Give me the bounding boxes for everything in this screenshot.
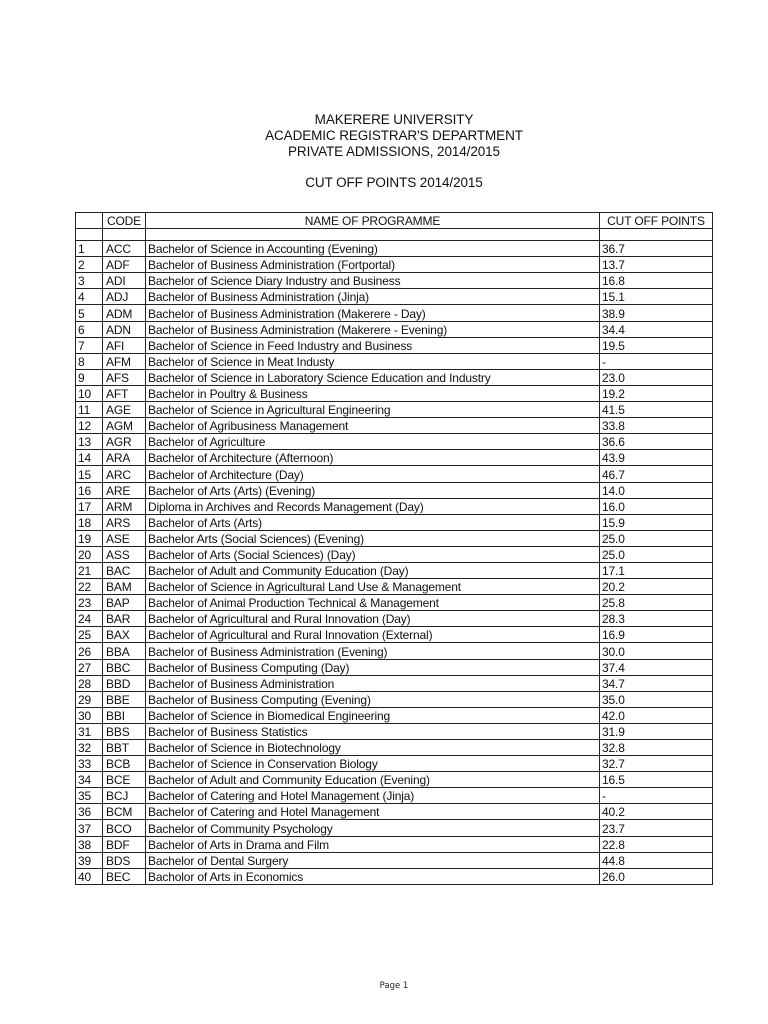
cell-cut-off-points: 33.8 — [600, 418, 713, 434]
cell-programme: Bachelor of Agricultural and Rural Innovation (External) — [146, 627, 600, 643]
cell-cut-off-points: 38.9 — [600, 305, 713, 321]
cell-programme: Bachelor of Adult and Community Education (Day) — [146, 562, 600, 578]
table-row — [76, 804, 713, 820]
cell-programme: Bachelor of Agriculture — [146, 434, 600, 450]
cell-code: ADM — [103, 305, 146, 321]
cell-code: BCM — [103, 804, 146, 820]
table-row — [76, 820, 713, 836]
table-row — [76, 337, 713, 353]
cell-cut-off-points: 40.2 — [600, 804, 713, 820]
cell-number: 40 — [76, 868, 103, 884]
cell-programme: Bachelor of Architecture (Day) — [146, 466, 600, 482]
cell-cut-off-points: 44.8 — [600, 852, 713, 868]
table-row — [76, 740, 713, 756]
cell-number: 2 — [76, 257, 103, 273]
cell-number: 4 — [76, 289, 103, 305]
cell-code: BDF — [103, 836, 146, 852]
cell-programme: Bachelor of Science in Conservation Biology — [146, 756, 600, 772]
cell-code: BBS — [103, 723, 146, 739]
cell-cut-off-points: 16.8 — [600, 273, 713, 289]
cell-number: 18 — [76, 514, 103, 530]
cell-cut-off-points: 16.0 — [600, 498, 713, 514]
cell-programme: Bachelor of Business Administration (Makerere - Evening) — [146, 321, 600, 337]
cell-code: BEC — [103, 868, 146, 884]
table-row — [76, 450, 713, 466]
cell-code: AFI — [103, 337, 146, 353]
cell-programme: Bachelor of Business Computing (Day) — [146, 659, 600, 675]
cell-programme: Bachelor of Community Psychology — [146, 820, 600, 836]
cell-programme: Bachelor of Business Administration — [146, 675, 600, 691]
cell-number: 12 — [76, 418, 103, 434]
cell-number: 34 — [76, 772, 103, 788]
cell-code: ARC — [103, 466, 146, 482]
cell-programme: Bacholor of Arts in Economics — [146, 868, 600, 884]
cell-code: ARM — [103, 498, 146, 514]
cell-code: AGE — [103, 402, 146, 418]
cell-cut-off-points: 15.1 — [600, 289, 713, 305]
cell-programme: Bachelor of Agricultural and Rural Innovation (Day) — [146, 611, 600, 627]
table-row — [76, 353, 713, 369]
table-row — [76, 241, 713, 257]
cell-number: 16 — [76, 482, 103, 498]
page-number: Page 1 — [379, 981, 409, 991]
cell-code: ACC — [103, 241, 146, 257]
cell-code: ARE — [103, 482, 146, 498]
cell-programme: Bachelor of Science in Agricultural Engineering — [146, 402, 600, 418]
table-row — [76, 707, 713, 723]
table-row — [76, 402, 713, 418]
cell-cut-off-points: 25.8 — [600, 595, 713, 611]
table-row — [76, 530, 713, 546]
cell-programme: Bachelor of Business Administration (Evening) — [146, 643, 600, 659]
cell-code: BBD — [103, 675, 146, 691]
cell-cut-off-points: 20.2 — [600, 579, 713, 595]
column-header-number — [76, 213, 103, 229]
cell-number: 27 — [76, 659, 103, 675]
cell-number: 30 — [76, 707, 103, 723]
cell-cut-off-points: 32.7 — [600, 756, 713, 772]
cell-cut-off-points: 22.8 — [600, 836, 713, 852]
cell-code: BBA — [103, 643, 146, 659]
table-row — [76, 562, 713, 578]
table-row — [76, 466, 713, 482]
cell-number: 7 — [76, 337, 103, 353]
table-row — [76, 257, 713, 273]
cell-number: 25 — [76, 627, 103, 643]
cell-code: ARA — [103, 450, 146, 466]
table-row — [76, 305, 713, 321]
cell-cut-off-points: 42.0 — [600, 707, 713, 723]
table-body — [76, 241, 713, 885]
cell-number: 8 — [76, 353, 103, 369]
cell-code: BAR — [103, 611, 146, 627]
table-row — [76, 546, 713, 562]
cell-programme: Bachelor of Science in Meat Industy — [146, 353, 600, 369]
table-row — [76, 595, 713, 611]
cell-number: 35 — [76, 788, 103, 804]
cell-programme: Bachelor of Catering and Hotel Management (Jinja) — [146, 788, 600, 804]
cell-code: AGM — [103, 418, 146, 434]
cell-cut-off-points: 34.4 — [600, 321, 713, 337]
cell-cut-off-points: 46.7 — [600, 466, 713, 482]
cell-programme: Bachelor of Arts (Arts) (Evening) — [146, 482, 600, 498]
table-row — [76, 579, 713, 595]
cell-number: 10 — [76, 385, 103, 401]
cell-number: 17 — [76, 498, 103, 514]
cell-programme: Bachelor of Arts (Arts) — [146, 514, 600, 530]
cell-number: 37 — [76, 820, 103, 836]
cell-number: 5 — [76, 305, 103, 321]
table-row — [76, 868, 713, 884]
cell-number: 23 — [76, 595, 103, 611]
cell-number: 28 — [76, 675, 103, 691]
cell-number: 39 — [76, 852, 103, 868]
cell-cut-off-points: 32.8 — [600, 740, 713, 756]
cell-code: BDS — [103, 852, 146, 868]
table-row — [76, 772, 713, 788]
cell-programme: Bachelor of Animal Production Technical & Management — [146, 595, 600, 611]
table-row — [76, 385, 713, 401]
admissions-title: PRIVATE ADMISSIONS, 2014/2015 — [288, 144, 500, 159]
column-header-programme: NAME OF PROGRAMME — [146, 213, 600, 229]
cell-programme: Bachelor of Business Administration (Makerere - Day) — [146, 305, 600, 321]
table-row — [76, 756, 713, 772]
cell-programme: Bachelor of Business Administration (Jinja) — [146, 289, 600, 305]
cell-number: 38 — [76, 836, 103, 852]
cell-number: 21 — [76, 562, 103, 578]
cell-programme: Bachelor of Science in Agricultural Land Use & Management — [146, 579, 600, 595]
cell-programme: Bachelor of Catering and Hotel Management — [146, 804, 600, 820]
cell-number: 31 — [76, 723, 103, 739]
table-row — [76, 482, 713, 498]
table-row — [76, 723, 713, 739]
cell-cut-off-points: 15.9 — [600, 514, 713, 530]
table-row — [76, 369, 713, 385]
cell-number: 24 — [76, 611, 103, 627]
column-header-cut-off-points: CUT OFF POINTS — [600, 213, 713, 229]
table-row — [76, 434, 713, 450]
cell-cut-off-points: 19.5 — [600, 337, 713, 353]
cell-programme: Bachelor of Science in Laboratory Science Education and Industry — [146, 369, 600, 385]
cell-code: ASS — [103, 546, 146, 562]
cell-code: BBE — [103, 691, 146, 707]
table-row — [76, 289, 713, 305]
cell-programme: Bachelor of Science in Feed Industry and Business — [146, 337, 600, 353]
cell-cut-off-points: 35.0 — [600, 691, 713, 707]
table-row — [76, 273, 713, 289]
cell-cut-off-points: 26.0 — [600, 868, 713, 884]
cell-number: 6 — [76, 321, 103, 337]
cell-code: ASE — [103, 530, 146, 546]
table-row — [76, 514, 713, 530]
cell-cut-off-points: 41.5 — [600, 402, 713, 418]
cell-number: 29 — [76, 691, 103, 707]
cell-programme: Bachelor of Business Administration (Fortportal) — [146, 257, 600, 273]
cut-off-points-table — [75, 212, 713, 885]
cell-code: BCE — [103, 772, 146, 788]
cell-cut-off-points: 36.6 — [600, 434, 713, 450]
cell-code: ADJ — [103, 289, 146, 305]
cell-number: 32 — [76, 740, 103, 756]
cell-programme: Bachelor of Science in Accounting (Evening) — [146, 241, 600, 257]
cell-number: 33 — [76, 756, 103, 772]
cell-cut-off-points: 19.2 — [600, 385, 713, 401]
cell-code: AGR — [103, 434, 146, 450]
cell-cut-off-points: 25.0 — [600, 546, 713, 562]
cell-code: ADN — [103, 321, 146, 337]
cell-programme: Bachelor of Science Diary Industry and Business — [146, 273, 600, 289]
cell-number: 14 — [76, 450, 103, 466]
cell-code: AFM — [103, 353, 146, 369]
table-row — [76, 321, 713, 337]
university-name: MAKERERE UNIVERSITY — [314, 112, 474, 127]
cell-number: 26 — [76, 643, 103, 659]
cell-programme: Bachelor of Arts (Social Sciences) (Day) — [146, 546, 600, 562]
table-row — [76, 836, 713, 852]
cell-cut-off-points: 17.1 — [600, 562, 713, 578]
cell-number: 15 — [76, 466, 103, 482]
cell-cut-off-points: 30.0 — [600, 643, 713, 659]
cell-programme: Diploma in Archives and Records Management (Day) — [146, 498, 600, 514]
table-header-row — [76, 213, 713, 229]
cell-cut-off-points: 14.0 — [600, 482, 713, 498]
cell-number: 13 — [76, 434, 103, 450]
cell-code: ADI — [103, 273, 146, 289]
cell-number: 3 — [76, 273, 103, 289]
cell-programme: Bachelor of Science in Biotechnology — [146, 740, 600, 756]
cell-number: 20 — [76, 546, 103, 562]
cut-off-title: CUT OFF POINTS 2014/2015 — [305, 175, 483, 190]
document-header — [0, 112, 768, 191]
cell-cut-off-points: 36.7 — [600, 241, 713, 257]
cell-programme: Bachelor of Adult and Community Education (Evening) — [146, 772, 600, 788]
cell-cut-off-points: 23.0 — [600, 369, 713, 385]
cell-code: BBT — [103, 740, 146, 756]
department-name: ACADEMIC REGISTRAR'S DEPARTMENT — [265, 128, 523, 143]
cell-code: AFS — [103, 369, 146, 385]
cell-code: BAC — [103, 562, 146, 578]
cell-programme: Bachelor Arts (Social Sciences) (Evening) — [146, 530, 600, 546]
cell-code: AFT — [103, 385, 146, 401]
cell-code: ARS — [103, 514, 146, 530]
cell-number: 1 — [76, 241, 103, 257]
cell-number: 11 — [76, 402, 103, 418]
cell-cut-off-points: - — [600, 353, 713, 369]
cell-code: BAM — [103, 579, 146, 595]
cell-code: BAX — [103, 627, 146, 643]
cell-cut-off-points: 34.7 — [600, 675, 713, 691]
table-row — [76, 627, 713, 643]
cell-number: 19 — [76, 530, 103, 546]
cell-code: ADF — [103, 257, 146, 273]
cell-cut-off-points: 13.7 — [600, 257, 713, 273]
cell-programme: Bachelor of Architecture (Afternoon) — [146, 450, 600, 466]
cell-code: BCJ — [103, 788, 146, 804]
cell-code: BCB — [103, 756, 146, 772]
cell-cut-off-points: 43.9 — [600, 450, 713, 466]
cell-cut-off-points: 25.0 — [600, 530, 713, 546]
table-row — [76, 788, 713, 804]
cell-cut-off-points: 16.9 — [600, 627, 713, 643]
cell-number: 22 — [76, 579, 103, 595]
table-row — [76, 691, 713, 707]
cell-cut-off-points: - — [600, 788, 713, 804]
cell-code: BAP — [103, 595, 146, 611]
table-row — [76, 659, 713, 675]
cell-code: BCO — [103, 820, 146, 836]
cell-code: BBI — [103, 707, 146, 723]
table-row — [76, 852, 713, 868]
cell-programme: Bachelor in Poultry & Business — [146, 385, 600, 401]
cell-cut-off-points: 28.3 — [600, 611, 713, 627]
cell-cut-off-points: 31.9 — [600, 723, 713, 739]
cell-programme: Bachelor of Dental Surgery — [146, 852, 600, 868]
table-row — [76, 643, 713, 659]
cell-programme: Bachelor of Business Statistics — [146, 723, 600, 739]
column-header-code: CODE — [103, 213, 146, 229]
cell-number: 36 — [76, 804, 103, 820]
table-row — [76, 498, 713, 514]
cell-code: BBC — [103, 659, 146, 675]
cell-programme: Bachelor of Science in Biomedical Engineering — [146, 707, 600, 723]
table-spacer-row — [76, 229, 713, 241]
table-row — [76, 418, 713, 434]
table-row — [76, 675, 713, 691]
cell-number: 9 — [76, 369, 103, 385]
cell-cut-off-points: 23.7 — [600, 820, 713, 836]
cell-cut-off-points: 37.4 — [600, 659, 713, 675]
cell-programme: Bachelor of Business Computing (Evening) — [146, 691, 600, 707]
table-row — [76, 611, 713, 627]
cell-programme: Bachelor of Agribusiness Management — [146, 418, 600, 434]
cell-programme: Bachelor of Arts in Drama and Film — [146, 836, 600, 852]
cell-cut-off-points: 16.5 — [600, 772, 713, 788]
